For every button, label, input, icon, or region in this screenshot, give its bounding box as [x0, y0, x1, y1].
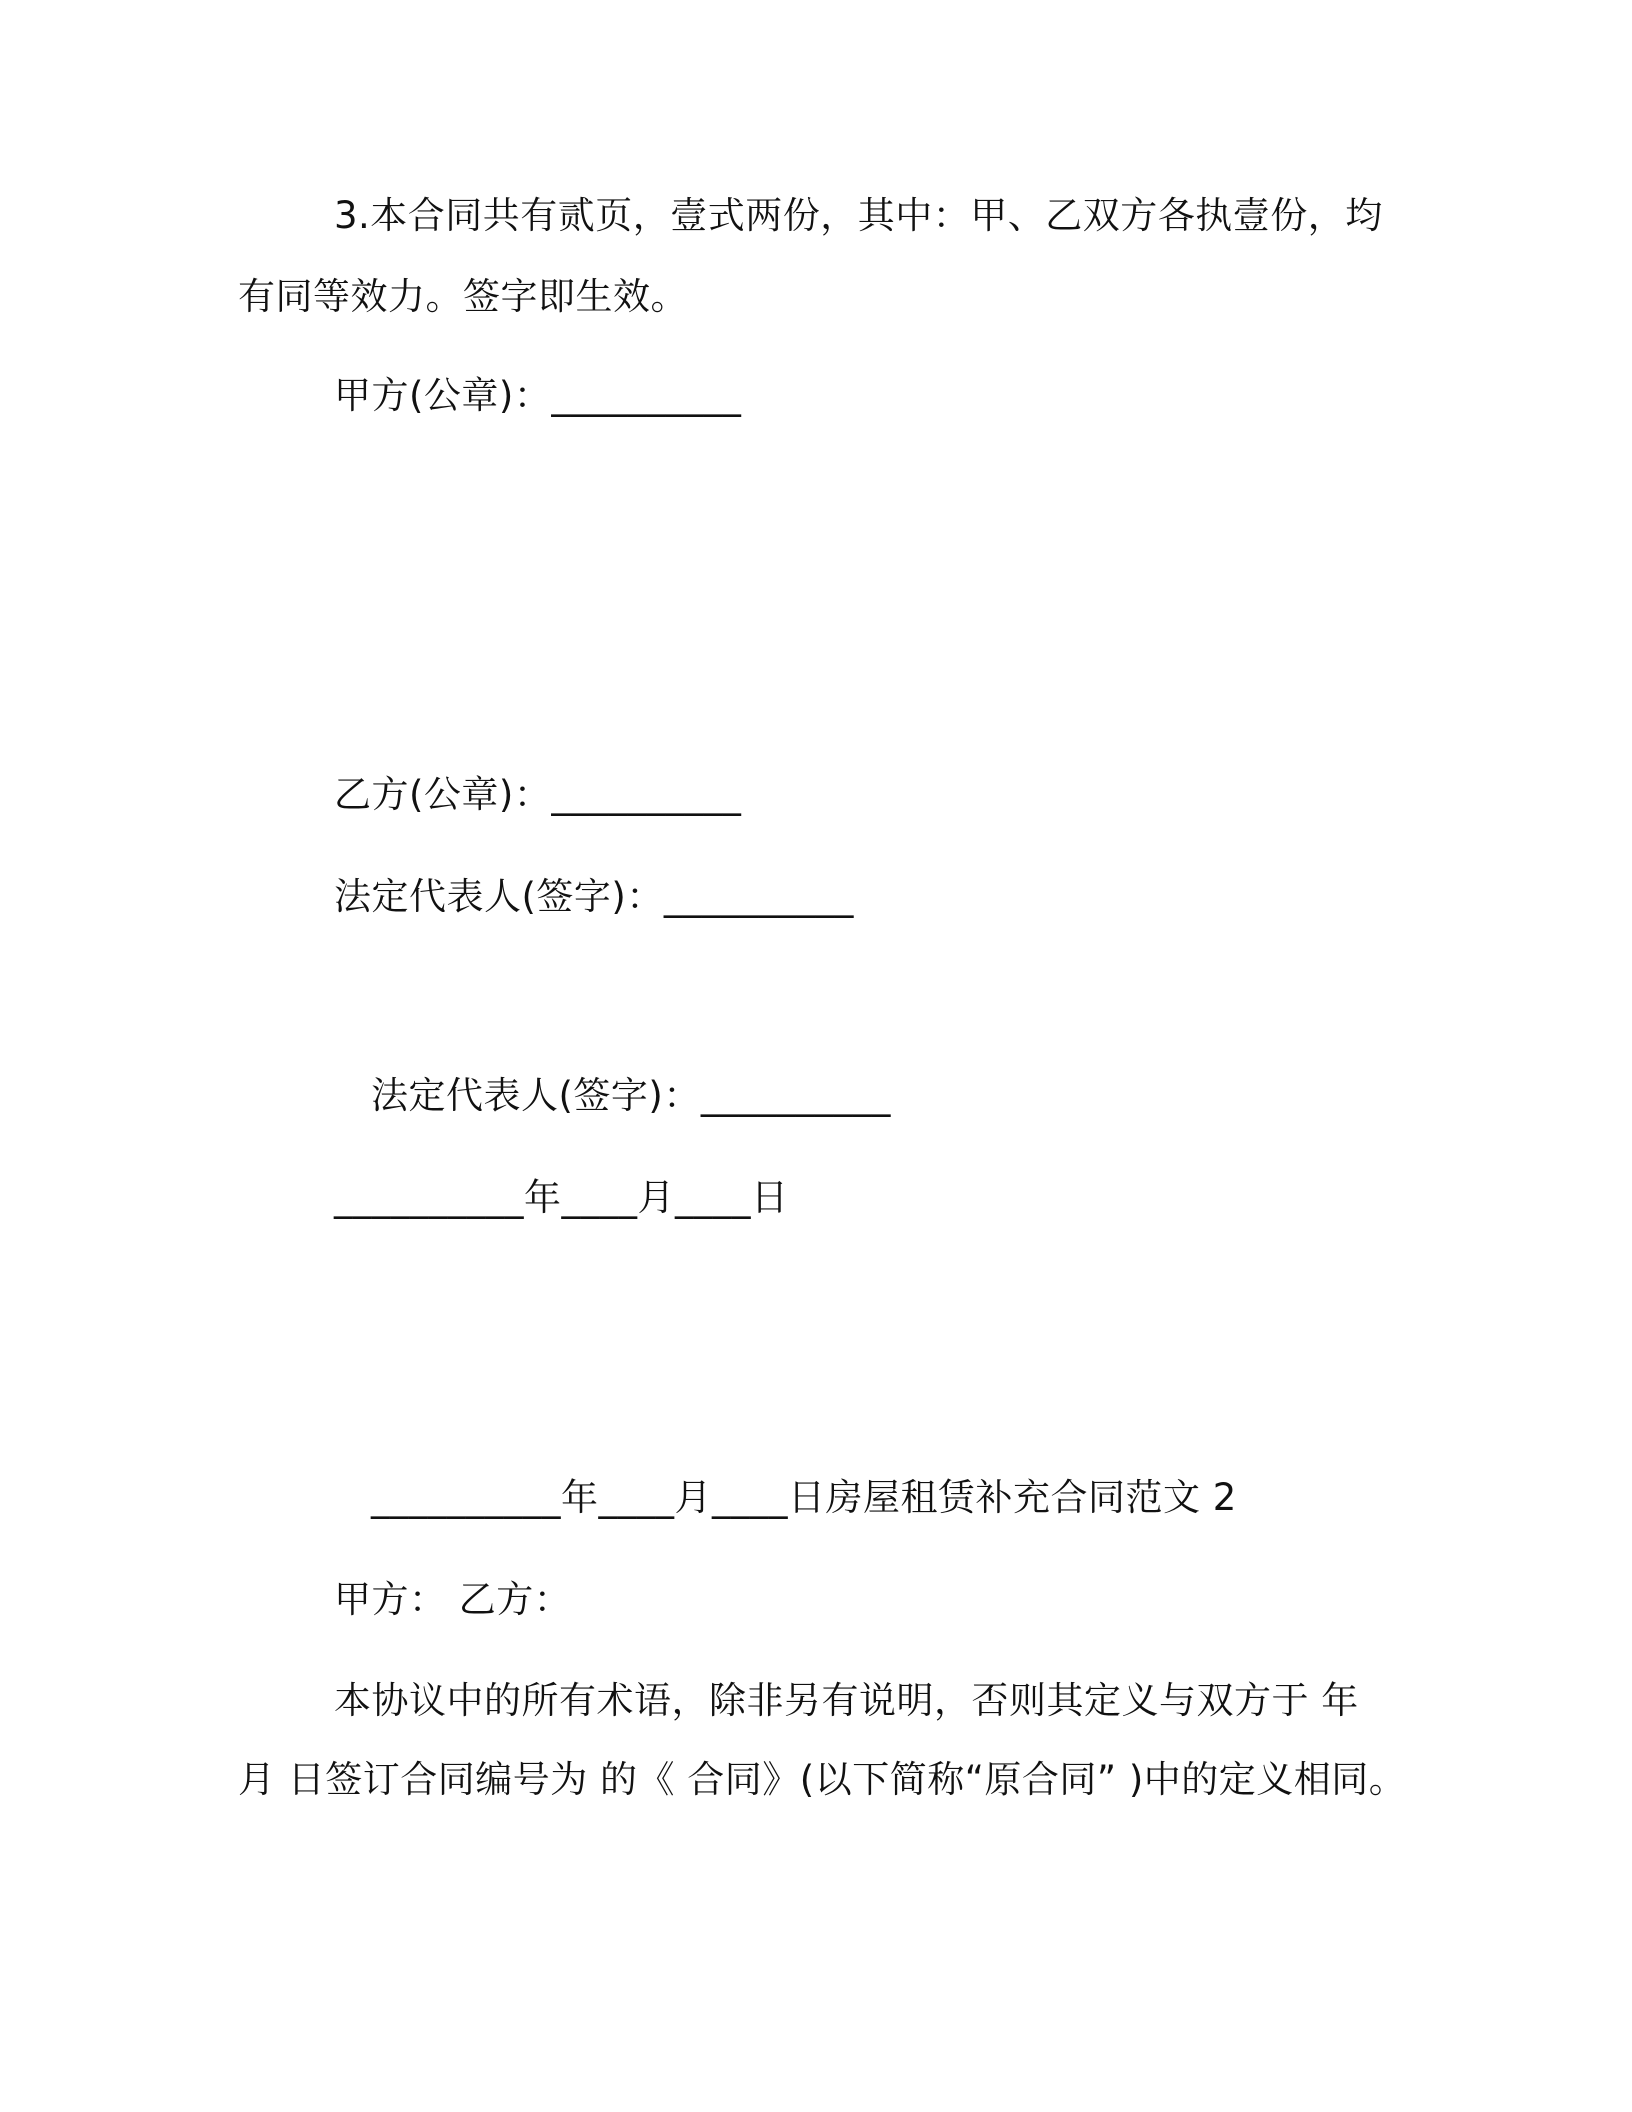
terms-line-2: 月 日签订合同编号为 的《 合同》(以下简称“原合同” )中的定义相同。 — [238, 1758, 1407, 1801]
legal-representative-line-2: 法定代表人(签字)：__________ — [371, 1074, 891, 1117]
parties-line: 甲方： 乙方： — [334, 1578, 572, 1621]
clause-3-line-2: 有同等效力。签字即生效。 — [238, 275, 688, 318]
date-line: __________年____月____日 — [334, 1176, 789, 1219]
terms-line-1: 本协议中的所有术语，除非另有说明，否则其定义与双方于 年 — [334, 1679, 1359, 1722]
legal-representative-line-1: 法定代表人(签字)：__________ — [334, 875, 854, 918]
party-a-seal-line: 甲方(公章)：__________ — [334, 374, 742, 417]
clause-3-line-1: 3.本合同共有贰页，壹式两份，其中：甲、乙双方各执壹份，均 — [334, 194, 1383, 237]
party-b-seal-line: 乙方(公章)：__________ — [334, 773, 742, 816]
section-title: __________年____月____日房屋租赁补充合同范文 2 — [371, 1476, 1237, 1519]
